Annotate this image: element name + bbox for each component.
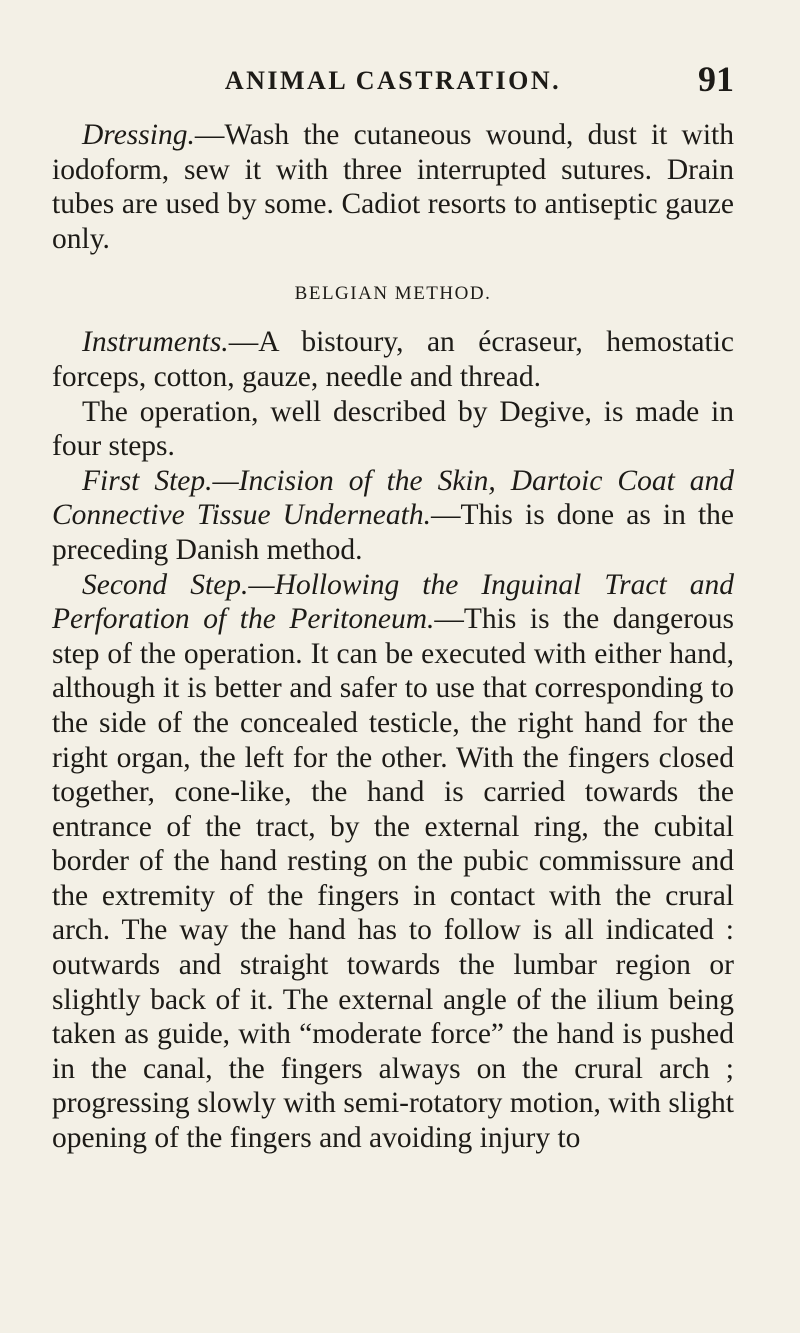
paragraph-dressing (52, 118, 734, 256)
paragraph-lead: Second Step.—Hollowing the Inguinal Tract and Perforation of the Peritoneum. (52, 568, 734, 636)
paragraph-text: —Wash the cutaneous wound, dust it with iodoform, sew it with three interrupted sutures. Drain tubes are used by some. Cadiot resorts to antiseptic gauze only. (52, 119, 734, 255)
paragraph-operation (52, 395, 734, 464)
paragraph-second-step (52, 568, 734, 1156)
section-heading: BELGIAN METHOD. (294, 283, 492, 305)
paragraph-instruments (52, 325, 734, 394)
paragraph-lead: Dressing. (82, 119, 195, 151)
paragraph-text: —This is done as in the preceding Danish method. (52, 499, 734, 566)
paragraph-lead: Instruments. (82, 326, 229, 359)
paragraph-text: —A bistoury, an écraseur, hemostatic forceps, cotton, gauze, needle and thread. (52, 326, 734, 393)
paragraph-text: The operation, well described by Degive, is made in four steps. (52, 395, 734, 463)
running-head (52, 0, 734, 118)
paragraph-text: —This is the dangerous step of the operation. It can be executed with either hand, although it is better and safer to use that corresponding to the side of the concealed testicle, the right hand for the right organ, the left for the other. With the fingers closed together, cone-like, the hand is carried towards the entrance of the tract, by the external ring, the cubital border of the hand resting on the pubic commissure and the extremity of the fingers in contact with the crural arch. The way the hand has to follow is all indicated : outwards and straight towards the lumbar region or slightly back of it. The external angle of the ilium being taken as guide, with “moderate force” the hand is pushed in the canal, the fingers always on the crural arch ; progressing slowly with semi-rotatory motion, with slight opening of the fingers and avoiding injury to (52, 603, 734, 1155)
running-title: ANIMAL CASTRATION. (224, 66, 562, 95)
page-number: 91 (698, 59, 734, 99)
body-text (52, 118, 734, 1156)
paragraph-first-step (52, 464, 734, 568)
paragraph-lead: First Step.—Incision of the Skin, Dartoic Coat and Connective Tissue Underneath. (52, 464, 734, 532)
